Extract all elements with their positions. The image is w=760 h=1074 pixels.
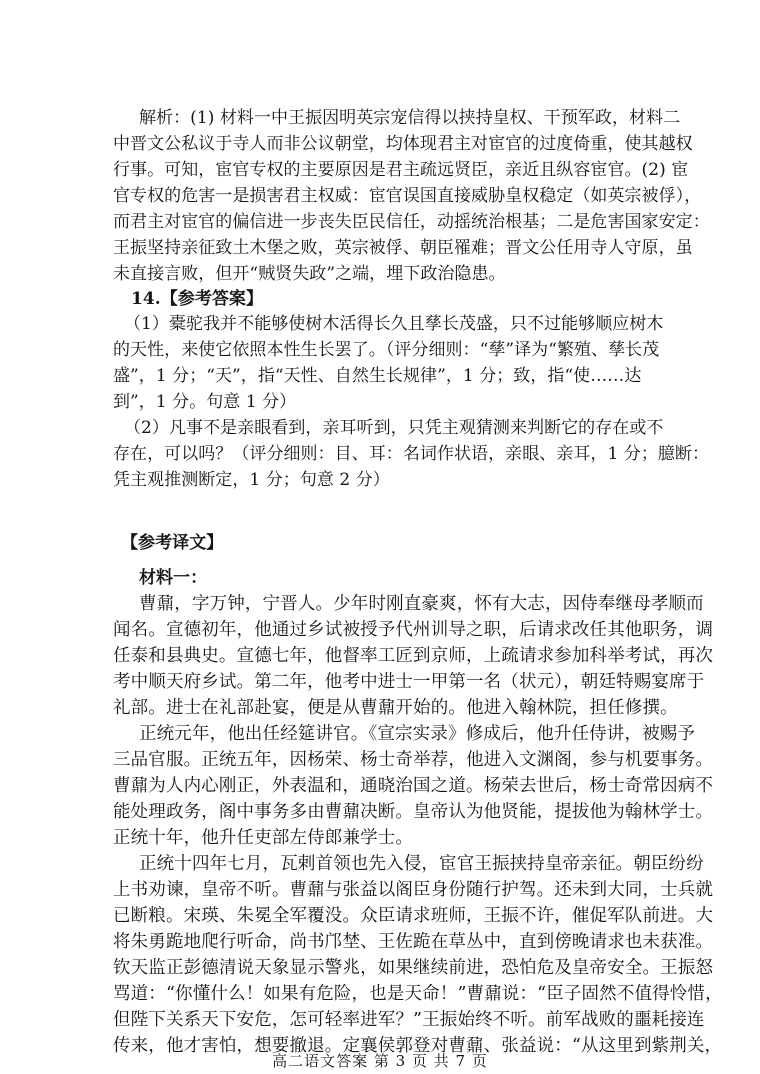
para2-line-3: 曹鼐为人内心刚正，外表温和，通晓治国之道。杨荣去世后，杨士奇常因病不	[113, 776, 714, 796]
para2-line-5: 正统十年，他升任吏部左侍郎兼学士。	[113, 828, 414, 848]
para3-line-3: 已断粮。宋瑛、朱冕全军覆没。众臣请求班师，王振不许，催促军队前进。大	[113, 906, 714, 926]
para1-line-3: 任泰和县典史。宣德七年，他督率工匠到京师，上疏请求参加科举考试，再次	[113, 646, 714, 666]
analysis-line-2: 中晋文公私议于寺人而非公议朝堂，均体现君主对宦官的过度倚重，使其越权	[113, 134, 693, 154]
analysis-line-1: 解析：(1) 材料一中王振因明英宗宠信得以挟持皇权、干预军政，材料二	[139, 108, 681, 128]
para3-line-8: 传来，他才害怕，想要撤退。定襄侯郭登对曹鼐、张益说：“从这里到紫荆关，	[113, 1036, 723, 1056]
para3-line-1: 正统十四年七月，瓦剌首领也先入侵，宦官王振挟持皇帝亲征。朝臣纷纷	[139, 854, 704, 874]
page-footer: 高二语文答案 第 3 页 共 7 页	[272, 1052, 488, 1070]
q14-part1-line-1: （1）橐驼我并不能够使树木活得长久且孳长茂盛，只不过能够顺应树木	[124, 314, 664, 334]
para3-line-4: 将朱勇跪地爬行听命，尚书邝埜、王佐跪在草丛中，直到傍晚请求也未获准。	[113, 932, 714, 952]
para1-line-1: 曹鼐，字万钟，宁晋人。少年时刚直豪爽，怀有大志，因侍奉继母孝顺而	[139, 594, 704, 614]
q14-part2-line-1: （2）凡事不是亲眼看到，亲耳听到，只凭主观猜测来判断它的存在或不	[124, 418, 664, 438]
para2-line-4: 能处理政务，阁中事务多由曹鼐决断。皇帝认为他贤能，提拔他为翰林学士。	[113, 802, 714, 822]
para3-line-5: 钦天监正彭德清说天象显示警兆，如果继续前进，恐怕危及皇帝安全。王振怒	[113, 958, 714, 978]
analysis-line-3: 行事。可知，宦官专权的主要原因是君主疏远贤臣，亲近且纵容宦官。(2) 宦	[113, 160, 689, 180]
material1-label: 材料一：	[139, 568, 208, 588]
q14-part1-line-4: 到”，1 分。句意 1 分）	[113, 392, 297, 412]
translation-heading: 【参考译文】	[121, 533, 224, 553]
para3-line-7: 但陛下关系天下安危，怎可轻率进军？”王振始终不听。前军战败的噩耗接连	[113, 1010, 705, 1030]
para1-line-5: 礼部。进士在礼部赴宴，便是从曹鼐开始的。他进入翰林院，担任修撰。	[113, 698, 678, 718]
para3-line-6: 骂道：“你懂什么！如果有危险，也是天命！”曹鼐说：“臣子固然不值得怜惜，	[113, 984, 723, 1004]
analysis-line-6: 王振坚持亲征致土木堡之败，英宗被俘、朝臣罹难；晋文公任用寺人守原，虽	[113, 238, 693, 258]
q14-part1-line-2: 的天性，来使它依照本性生长罢了。（评分细则：“孳”译为“繁殖、孳长茂	[113, 340, 660, 360]
para3-line-2: 上书劝谏，皇帝不听。曹鼐与张益以阁臣身份随行护驾。还未到大同，士兵就	[113, 880, 714, 900]
para1-line-2: 闻名。宣德初年，他通过乡试被授予代州训导之职，后请求改任其他职务，调	[113, 620, 714, 640]
q14-part2-line-3: 凭主观推测断定，1 分；句意 2 分）	[113, 470, 390, 490]
para2-line-1: 正统元年，他出任经筵讲官。《宣宗实录》修成后，他升任侍讲，被赐予	[139, 724, 696, 744]
analysis-line-5: 而君主对宦官的偏信进一步丧失臣民信任，动摇统治根基；二是危害国家安定：	[113, 212, 710, 232]
analysis-line-4: 官专权的危害一是损害君主权威：宦官误国直接威胁皇权稳定（如英宗被俘），	[113, 186, 702, 206]
q14-heading: 14.【参考答案】	[131, 289, 264, 309]
q14-part1-line-3: 盛”，1 分；“天”，指“天性、自然生长规律”，1 分；致，指“使……达	[113, 366, 642, 386]
para1-line-4: 考中顺天府乡试。第二年，他考中进士一甲第一名（状元），朝廷特赐宴席于	[113, 672, 705, 692]
analysis-line-7: 未直接言败，但开“贼贤失政”之端，埋下政治隐患。	[113, 264, 506, 284]
q14-part2-line-2: 存在，可以吗？（评分细则：目、耳：名词作状语，亲眼、亲耳，1 分；臆断：	[113, 444, 710, 464]
para2-line-2: 三品官服。正统五年，因杨荣、杨士奇举荐，他进入文渊阁，参与机要事务。	[113, 750, 714, 770]
